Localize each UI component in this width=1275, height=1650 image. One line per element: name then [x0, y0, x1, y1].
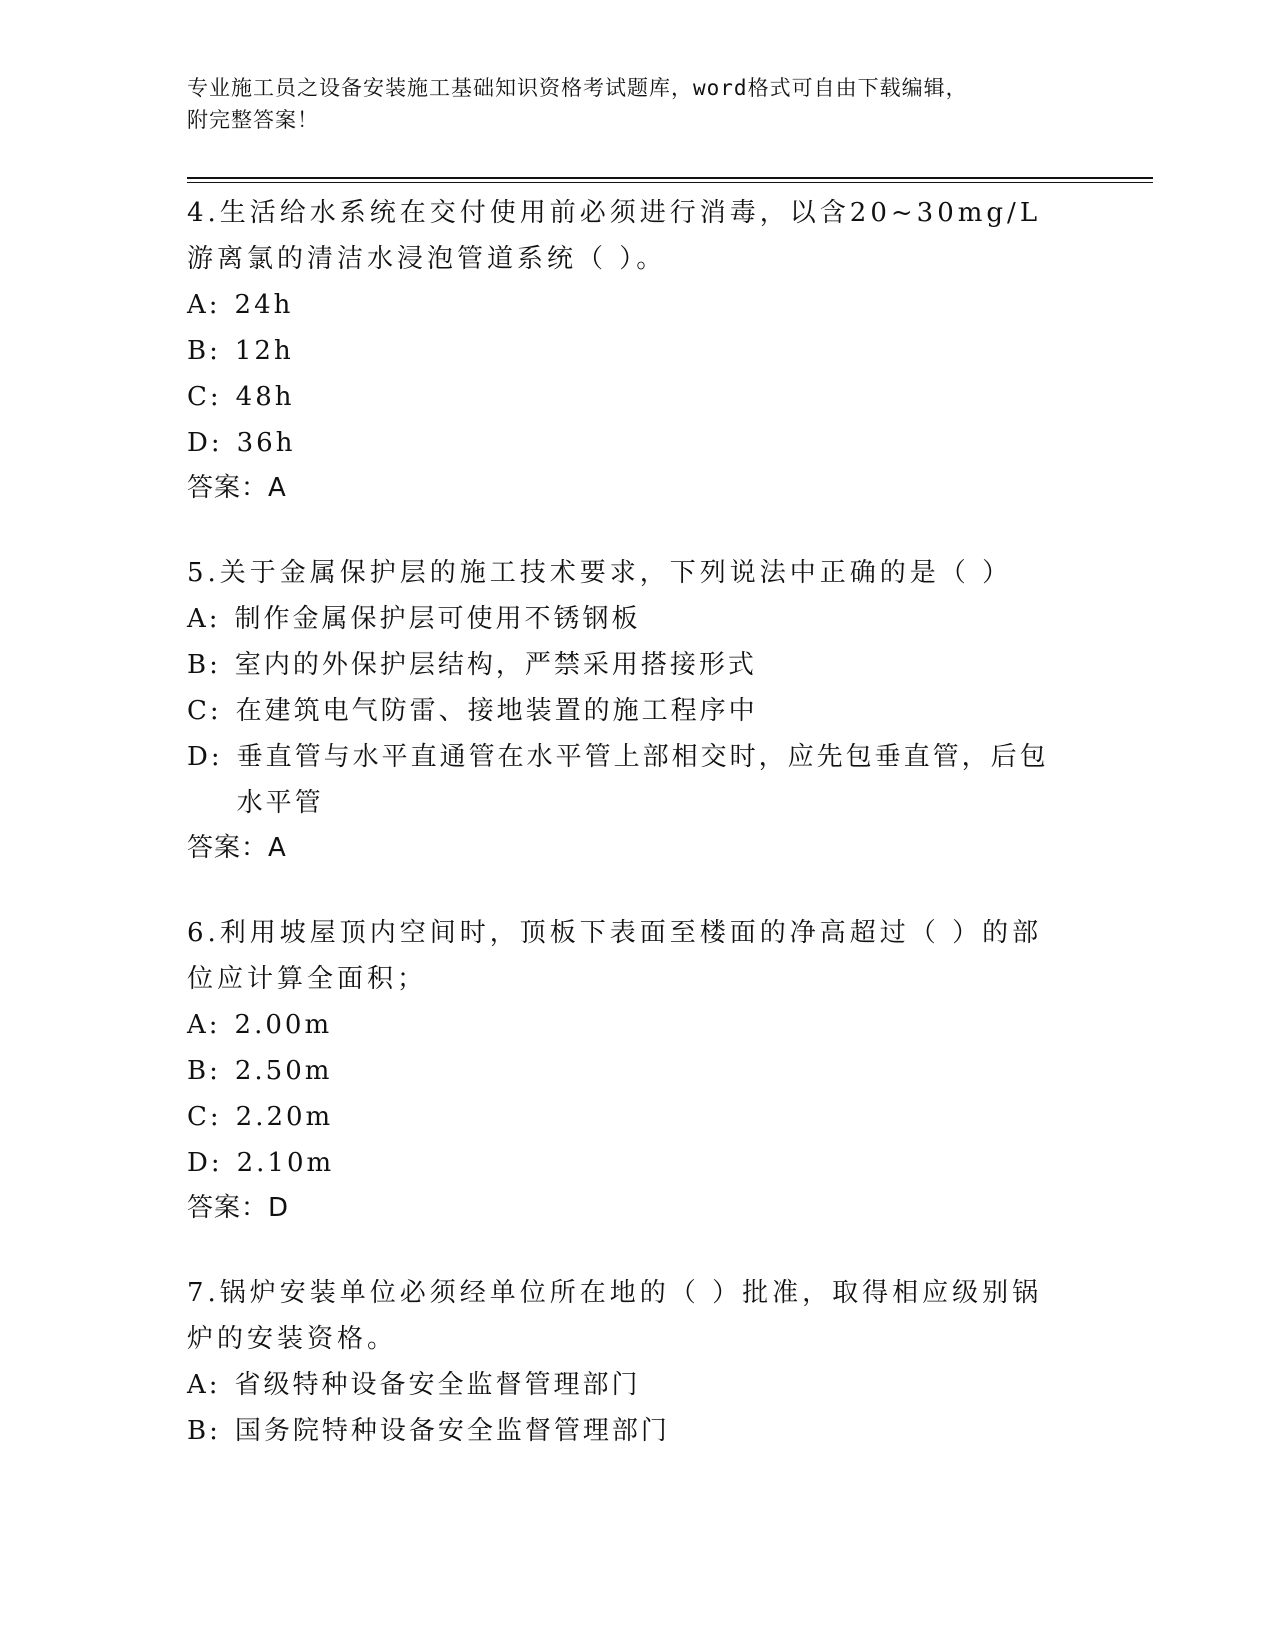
option-text: 垂直管与水平直通管在水平管上部相交时，应先包垂直管，后包水平管 [236, 742, 1049, 818]
option-text: 48h [235, 382, 295, 412]
option-text: 在建筑电气防雷、接地装置的施工程序中 [235, 696, 758, 726]
option-d [187, 420, 1067, 466]
option-text: 2.10m [236, 1148, 335, 1178]
option-b [187, 328, 1067, 374]
option-d [187, 734, 1067, 826]
question-5 [187, 550, 1067, 870]
header-divider-thin [187, 182, 1153, 183]
option-a [187, 1362, 1067, 1408]
option-text: 2.50m [234, 1056, 333, 1086]
answer-line: 答案：A [187, 473, 287, 503]
answer-line: 答案：A [187, 833, 287, 863]
option-text: 省级特种设备安全监督管理部门 [234, 1370, 641, 1400]
option-text: 2.20m [235, 1102, 334, 1132]
question-6 [187, 910, 1067, 1230]
option-key: A: [187, 1010, 221, 1040]
option-a [187, 1002, 1067, 1048]
option-c [187, 374, 1067, 420]
document-header [187, 72, 1067, 136]
option-key: C: [187, 696, 222, 726]
option-key: A: [187, 1370, 221, 1400]
question-stem: 5.关于金属保护层的施工技术要求，下列说法中正确的是（ ） [187, 558, 1013, 588]
answer-line: 答案：D [187, 1193, 290, 1223]
option-key: C: [187, 1102, 222, 1132]
question-stem: 4.生活给水系统在交付使用前必须进行消毒，以含20~30mg/L游离氯的清洁水浸泡管道系统（ ）。 [187, 198, 1042, 274]
option-b [187, 1408, 1067, 1454]
option-text: 国务院特种设备安全监督管理部门 [234, 1416, 670, 1446]
question-stem: 6.利用坡屋顶内空间时，顶板下表面至楼面的净高超过（ ）的部位应计算全面积； [187, 918, 1043, 994]
question-stem: 7.锅炉安装单位必须经单位所在地的（ ）批准，取得相应级别锅炉的安装资格。 [187, 1278, 1043, 1354]
option-c [187, 1094, 1067, 1140]
option-text: 室内的外保护层结构，严禁采用搭接形式 [234, 650, 757, 680]
header-divider-thick [187, 177, 1153, 179]
option-key: B: [187, 1056, 221, 1086]
option-key: B: [187, 336, 221, 366]
option-c [187, 688, 1067, 734]
option-key: A: [187, 604, 221, 634]
header-line-1: 专业施工员之设备安装施工基础知识资格考试题库，word格式可自由下载编辑， [187, 76, 968, 100]
option-key: A: [187, 290, 221, 320]
option-key: B: [187, 650, 221, 680]
header-line-2: 附完整答案！ [187, 108, 319, 132]
option-b [187, 642, 1067, 688]
option-key: D: [187, 1148, 223, 1178]
option-a [187, 596, 1067, 642]
option-text: 36h [236, 428, 296, 458]
option-text: 12h [234, 336, 294, 366]
option-text: 2.00m [234, 1010, 333, 1040]
question-4 [187, 190, 1067, 510]
option-d [187, 1140, 1067, 1186]
question-7 [187, 1270, 1067, 1454]
option-key: D: [187, 428, 223, 458]
option-key: B: [187, 1416, 221, 1446]
option-text: 制作金属保护层可使用不锈钢板 [234, 604, 641, 634]
option-a [187, 282, 1067, 328]
option-b [187, 1048, 1067, 1094]
option-text: 24h [234, 290, 294, 320]
option-key: C: [187, 382, 222, 412]
question-list [187, 190, 1067, 1494]
option-key: D: [187, 742, 223, 772]
